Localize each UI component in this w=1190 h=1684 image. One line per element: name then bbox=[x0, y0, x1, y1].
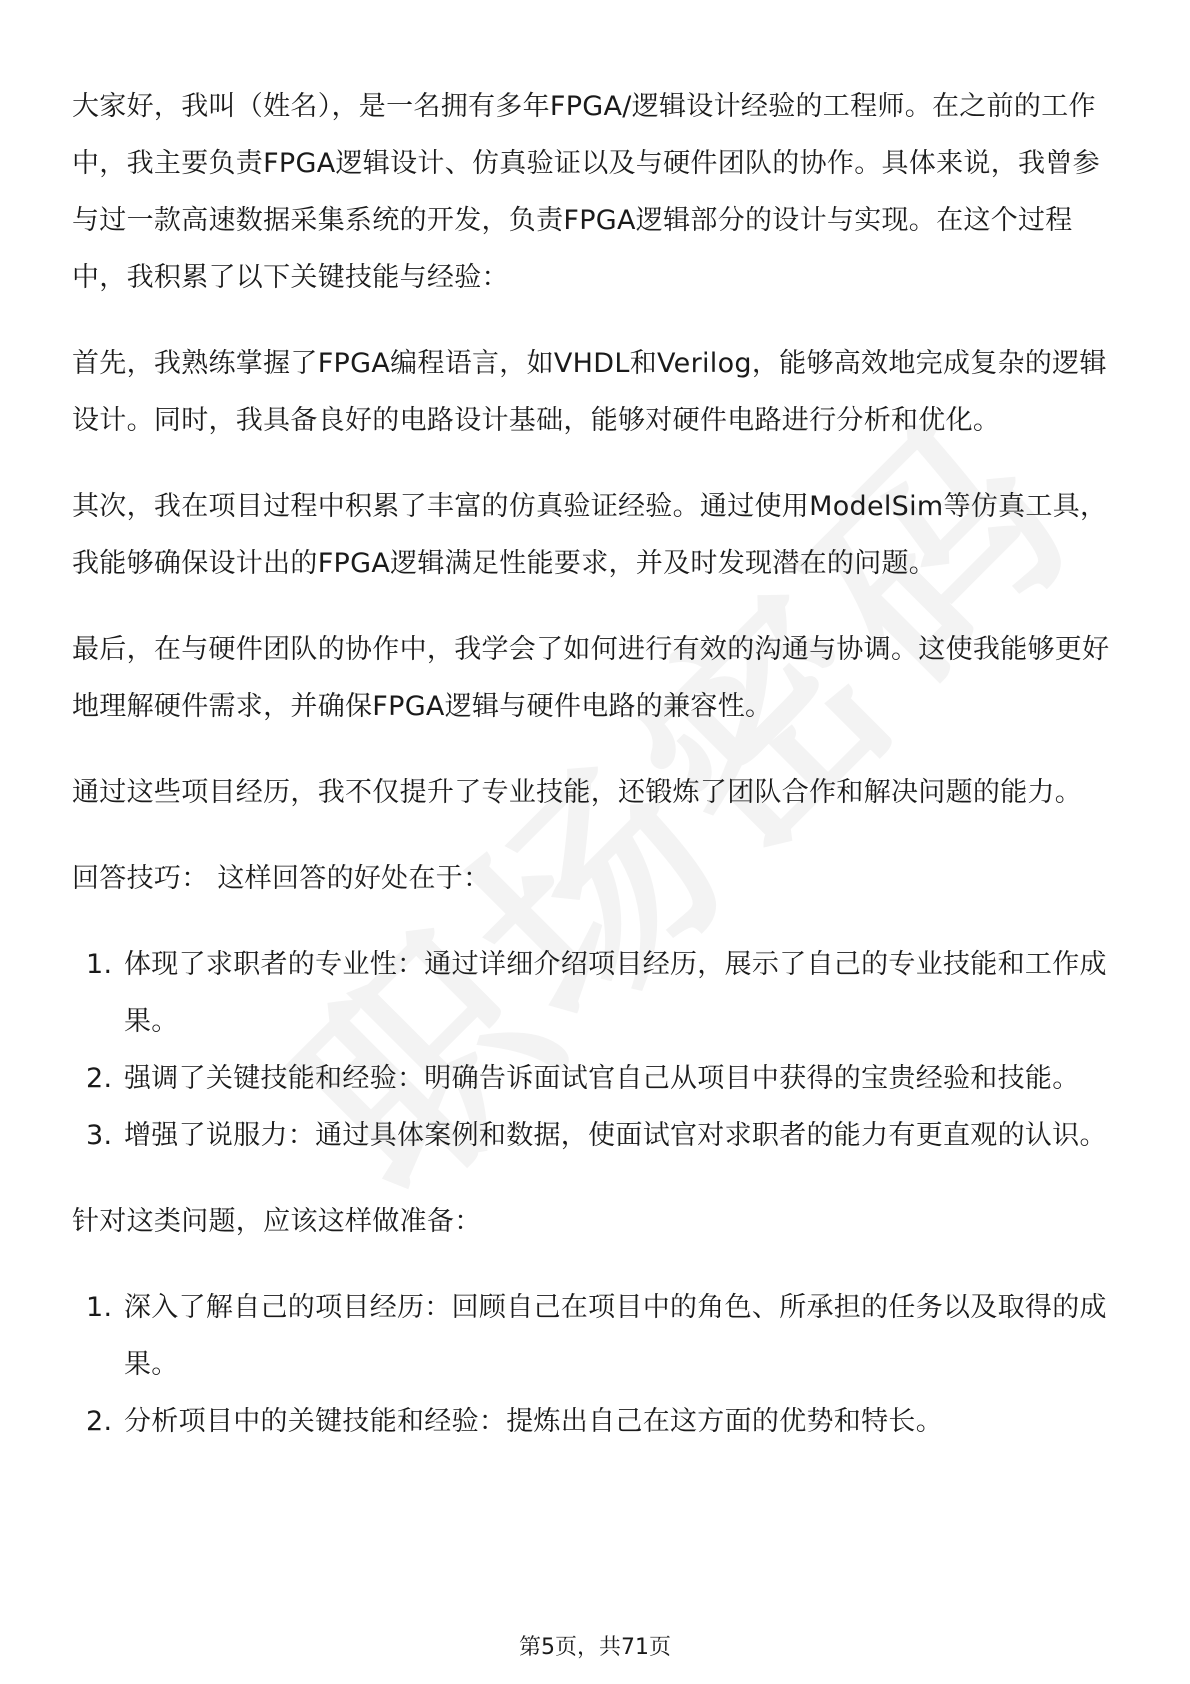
list-item-text: 深入了解自己的项目经历：回顾自己在项目中的角色、所承担的任务以及取得的成果。 bbox=[124, 1292, 1107, 1380]
list-item bbox=[72, 1279, 1118, 1393]
list-item bbox=[72, 1393, 1118, 1450]
list-item bbox=[72, 1107, 1118, 1164]
skills-paragraph-second: 其次，我在项目过程中积累了丰富的仿真验证经验。通过使用ModelSim等仿真工具，我能够确保设计出的FPGA逻辑满足性能要求，并及时发现潜在的问题。 bbox=[72, 491, 1108, 579]
list-item bbox=[72, 936, 1118, 1050]
skills-paragraph-last: 最后，在与硬件团队的协作中，我学会了如何进行有效的沟通与协调。这使我能够更好地理解硬件需求，并确保FPGA逻辑与硬件电路的兼容性。 bbox=[72, 634, 1110, 722]
summary-paragraph: 通过这些项目经历，我不仅提升了专业技能，还锻炼了团队合作和解决问题的能力。 bbox=[72, 777, 1083, 808]
list-item-number: 1. bbox=[86, 949, 113, 980]
prep-list bbox=[72, 1279, 1118, 1450]
list-item-number: 2. bbox=[86, 1063, 113, 1094]
page-content bbox=[72, 78, 1118, 1479]
list-item-number: 1. bbox=[86, 1292, 113, 1323]
intro-paragraph: 大家好，我叫（姓名），是一名拥有多年FPGA/逻辑设计经验的工程师。在之前的工作中，我主要负责FPGA逻辑设计、仿真验证以及与硬件团队的协作。具体来说，我曾参与过一款高速数据采集系统的开发，负责FPGA逻辑部分的设计与实现。在这个过程中，我积累了以下关键技能与经验： bbox=[72, 91, 1100, 293]
list-item-text: 分析项目中的关键技能和经验：提炼出自己在这方面的优势和特长。 bbox=[124, 1406, 943, 1437]
list-item bbox=[72, 1050, 1118, 1107]
list-item-number: 2. bbox=[86, 1406, 113, 1437]
tips-list bbox=[72, 936, 1118, 1164]
list-item-text: 强调了关键技能和经验：明确告诉面试官自己从项目中获得的宝贵经验和技能。 bbox=[124, 1063, 1080, 1094]
list-item-number: 3. bbox=[86, 1120, 113, 1151]
list-item-text: 增强了说服力：通过具体案例和数据，使面试官对求职者的能力有更直观的认识。 bbox=[124, 1120, 1107, 1151]
list-item-text: 体现了求职者的专业性：通过详细介绍项目经历，展示了自己的专业技能和工作成果。 bbox=[124, 949, 1107, 1037]
skills-paragraph-first: 首先，我熟练掌握了FPGA编程语言，如VHDL和Verilog，能够高效地完成复杂的逻辑设计。同时，我具备良好的电路设计基础，能够对硬件电路进行分析和优化。 bbox=[72, 348, 1107, 436]
prep-heading: 针对这类问题，应该这样做准备： bbox=[72, 1206, 482, 1237]
tips-heading: 回答技巧： 这样回答的好处在于： bbox=[72, 863, 491, 894]
page-number: 第5页，共71页 bbox=[519, 1635, 671, 1660]
